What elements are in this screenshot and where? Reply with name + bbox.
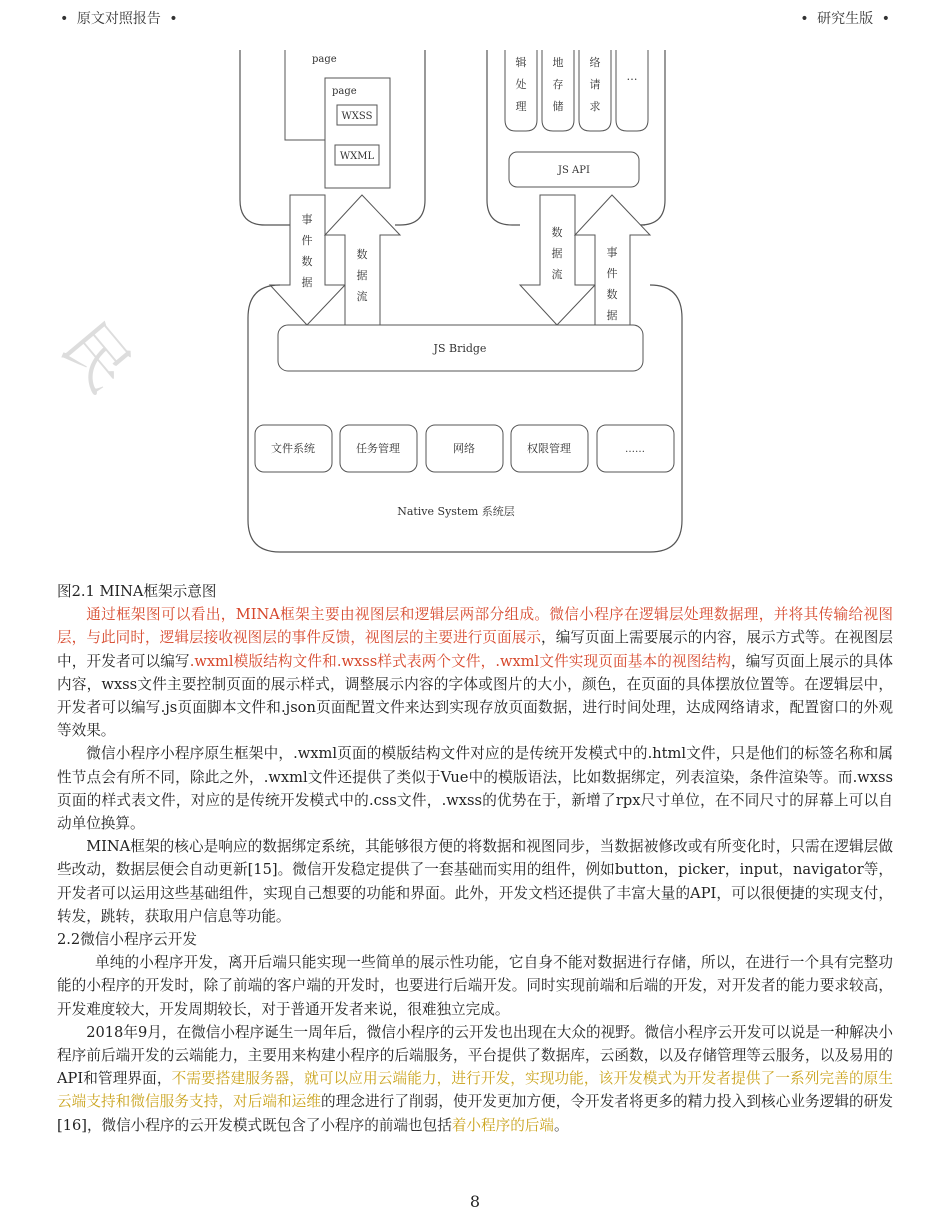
js-api-label: JS API [558,165,590,176]
paragraph-5 [57,1021,893,1137]
body-text [57,580,893,1137]
paragraph-3: MINA框架的核心是响应的数据绑定系统，其能够很方便的将数据和视图同步，当数据被修改或有所变化时，只需在逻辑层做些改动，数据层便会自动更新[15]。微信开发稳定提供了一套基础而实用的组件，例如button，picker，input，navigator等，开发者可以运用这些基础组件，实现自己想要的功能和界面。此外，开发文档还提供了丰富大量的API，可以很便捷的实现支付，转发，跳转，获取用户信息等功能。 [57,838,893,925]
native-label-more: …… [625,444,645,455]
arrow-data-flow-left-label: 数据流 [356,248,368,303]
logic-col-2-label: 地存储 [552,56,564,113]
mina-framework-diagram [0,0,950,580]
view-layer-box [240,50,290,225]
p1-normal-2: ，编写页面上展示的具体内容，wxss文件主要控制页面的展示样式，调整展示内容的字体或图片的大小，颜色，在页面的具体摆放位置等。在逻辑层中，开发者可以编写.js页面脚本文件和.json页面配置文件来达到实现存放页面数据，进行时间处理，达成网络请求，配置窗口的外观等效果。 [57,652,893,740]
arrow-data-flow-right [520,195,595,325]
native-label-task-manager: 任务管理 [356,442,400,455]
p1-normal-1: ，编写页面上需要展示的内容，展示方式等。在视图层中，开发者可以编写 [57,629,893,670]
section-title: 2.2微信小程序云开发 [57,931,197,949]
header-right: • 研究生版 • [800,11,890,27]
page-label-front: page [332,86,357,97]
p1-red-1: 通过框架图可以看出，MINA框架主要由视图层和逻辑层两部分组成。微信小程序在逻辑层处理数据理，并将其传输给视图层，与此同时，逻辑层接收视图层的事件反馈，视图层的主要进行页面展示 [57,606,893,647]
p5-normal-3: 。 [553,1116,569,1134]
p5-normal-1: 2018年9月，在微信小程序诞生一周年后，微信小程序的云开发也出现在大众的视野。微信小程序云开发可以说是一种解决小程序前后端开发的云端能力，主要用来构建小程序的后端服务，平台提供了数据库，云函数，以及存储管理等云服务，以及易用的API和管理界面， [57,1023,893,1088]
native-label-permission: 权限管理 [527,442,571,455]
header-left: • 原文对照报告 • [60,11,178,27]
arrow-data-flow-right-label: 数据流 [551,226,563,281]
logic-col-1-label: 辑处理 [515,56,527,113]
logic-col-3-label: 络请求 [589,56,601,113]
figure-caption: 图2.1 MINA框架示意图 [57,583,217,600]
watermark: 民 [46,309,145,407]
p1-red-2: .wxml模版结构文件和.wxss样式表两个文件，.wxml文件实现页面基本的视图结构 [189,652,731,670]
native-system-label: Native System 系统层 [397,505,515,518]
arrow-event-data-left-label: 事件数据 [301,213,313,289]
logic-col-4 [616,50,648,131]
page-number: 8 [469,1192,481,1211]
page-label-back: page [312,54,337,65]
logic-layer-box [487,50,520,225]
p5-normal-2: 的理念进行了削弱，使开发更加方便，令开发者将更多的精力投入到核心业务逻辑的研发[16]，微信小程序的云开发模式既包含了小程序的前端也包括 [57,1093,893,1134]
p5-gold-1: 不需要搭建服务器，就可以应用云端能力，进行开发，实现功能，该开发模式为开发者提供了一系列完善的原生云端支持和微信服务支持，对后端和运维 [57,1070,893,1111]
wxss-label: WXSS [341,111,373,122]
wxml-label: WXML [339,151,375,162]
js-bridge-label: JS Bridge [433,342,487,355]
paragraph-1 [57,603,893,742]
logic-col-4-label: … [626,70,638,83]
p5-gold-2: 着小程序的后端 [451,1116,554,1134]
native-label-network: 网络 [453,442,475,455]
arrow-event-data-right-label: 事件数据 [606,246,618,322]
native-label-file-system: 文件系统 [271,442,315,455]
paragraph-2: 微信小程序小程序原生框架中，.wxml页面的模版结构文件对应的是传统开发模式中的.html文件，只是他们的标签名称和属性节点会有所不同，除此之外，.wxml文件还提供了类似于Vue中的模版语法，比如数据绑定，列表渲染，条件渲染等。而.wxss页面的样式表文件，对应的是传统开发模式中的.css文件，.wxss的优势在于，新增了rpx尺寸单位，在不同尺寸的屏幕上可以自动单位换算。 [57,745,893,833]
arrow-event-data-right [575,195,650,325]
paragraph-4: 单纯的小程序开发，离开后端只能实现一些简单的展示性功能，它自身不能对数据进行存储，所以，在进行一个具有完整功能的小程序的开发时，除了前端的客户端的开发时，也要进行后端开发。同时实现前端和后端的开发，对开发者的能力要求较高，开发难度较大，开发周期较长，对于普通开发者来说，很难独立完成。 [57,954,893,1018]
